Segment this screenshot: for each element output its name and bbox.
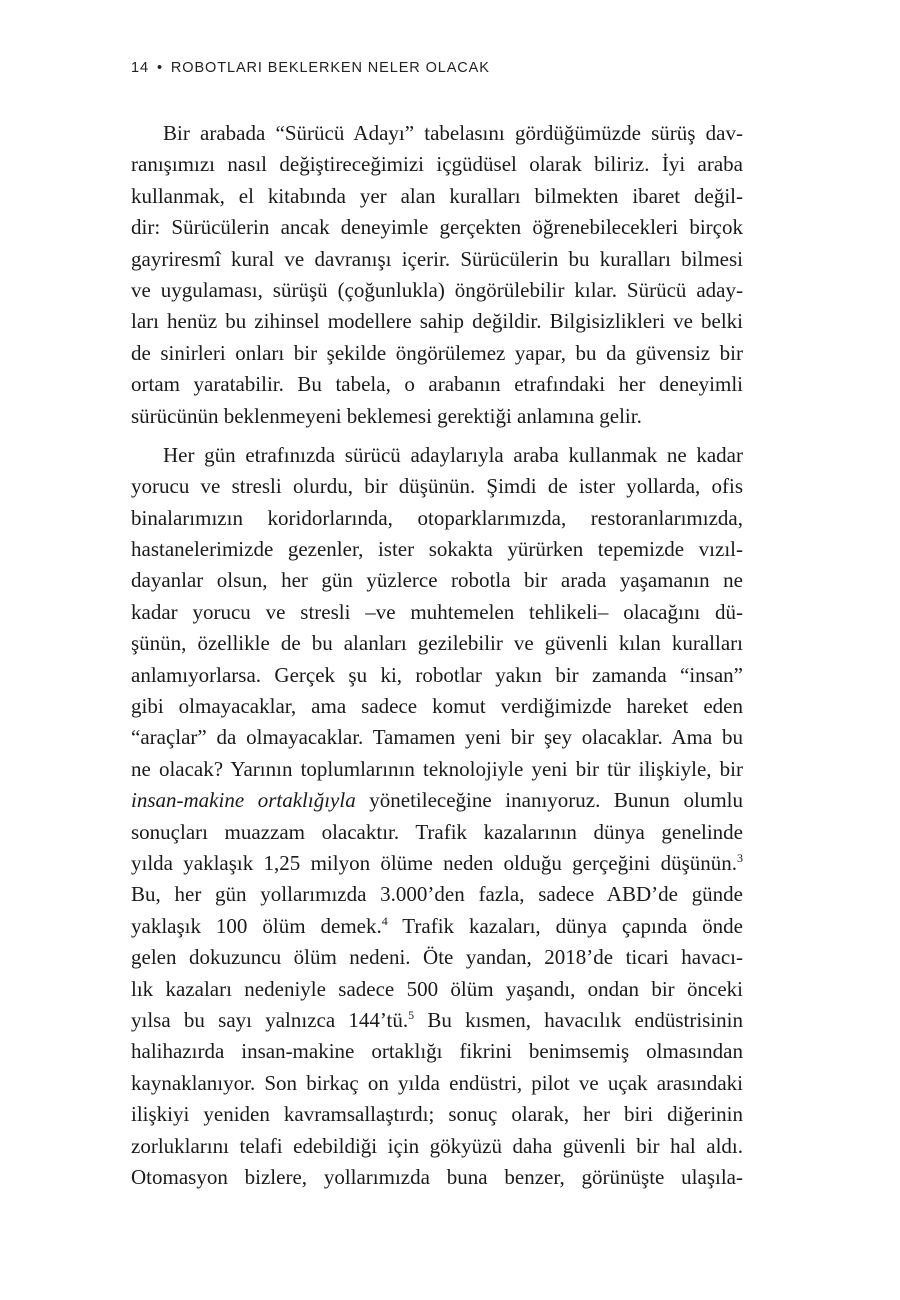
text-line: sürücünün beklenmeyeni beklemesi gerektiği anlamına gelir. xyxy=(131,403,642,428)
text-line: ilişkiyi yeniden kavramsallaştırdı; sonuç olarak, her biri diğerinin xyxy=(131,1102,743,1127)
text-line: dayanlar olsun, her gün yüzlerce robotla bir arada yaşamanın ne xyxy=(131,568,743,593)
text-line: binalarımızın koridorlarında, otoparklarımızda, restoranlarımızda, xyxy=(131,505,743,530)
text-line: Her gün etrafınızda sürücü adaylarıyla araba kullanmak ne kadar xyxy=(163,442,743,467)
text-line: yorucu ve stresli olurdu, bir düşünün. Şimdi de ister yollarda, ofis xyxy=(131,474,743,499)
text-line: ları henüz bu zihinsel modellere sahip değildir. Bilgisizlikleri ve belki xyxy=(131,309,743,334)
body-text xyxy=(131,118,743,1193)
text-line: de sinirleri onları bir şekilde öngörülemez yapar, bu da güvensiz bir xyxy=(131,340,743,365)
text-line: kullanmak, el kitabında yer alan kuralları bilmekten ibaret değil- xyxy=(131,183,743,208)
text-line: gibi olmayacaklar, ama sadece komut verdiğimizde hareket eden xyxy=(131,694,743,719)
text-line xyxy=(131,785,743,816)
line-rest: Trafik kazaları, dünya çapında önde xyxy=(387,913,743,938)
footnote-ref[interactable]: 4 xyxy=(381,913,388,928)
footnote-ref[interactable]: 3 xyxy=(737,850,743,865)
text-line: “araçlar” da olmayacaklar. Tamamen yeni bir şey olacaklar. Ama bu xyxy=(131,725,743,750)
text-line: kadar yorucu ve stresli –ve muhtemelen tehlikeli– olacağını dü- xyxy=(131,599,743,624)
text-line: anlamıyorlarsa. Gerçek şu ki, robotlar yakın bir zamanda “insan” xyxy=(131,662,743,687)
text-line: Bu, her gün yollarımızda 3.000’den fazla, sadece ABD’de günde xyxy=(131,882,743,907)
text-line: Otomasyon bizlere, yollarımızda buna benzer, görünüşte ulaşıla- xyxy=(131,1164,743,1189)
line-text: yılsa bu sayı yalnızca 144’tü. xyxy=(131,1007,409,1032)
text-line: zorluklarını telafi edebildiği için gökyüzü daha güvenli bir hal aldı. xyxy=(131,1133,743,1158)
text-line: Bir arabada “Sürücü Adayı” tabelasını gördüğümüzde sürüş dav- xyxy=(163,121,743,145)
italic-phrase: insan-makine ortaklığıyla xyxy=(131,788,356,813)
text-line xyxy=(131,848,743,879)
text-line: hastanelerimizde gezenler, ister sokakta yürürken tepemizde vızıl- xyxy=(131,537,743,562)
text-line: gelen dokuzuncu ölüm nedeni. Öte yandan, 2018’de ticari havacı- xyxy=(131,945,743,970)
book-title: ROBOTLARI BEKLERKEN NELER OLACAK xyxy=(170,60,490,76)
paragraph-2 xyxy=(131,440,743,1193)
text-line xyxy=(131,1005,743,1036)
text-line xyxy=(131,911,743,942)
text-line: gayriresmî kural ve davranışı içerir. Sürücülerin bu kuralları bilmesi xyxy=(131,246,743,271)
line-rest: yönetileceğine inanıyoruz. Bunun olumlu xyxy=(355,788,743,813)
text-line: sonuçları muazzam olacaktır. Trafik kazalarının dünya genelinde xyxy=(131,819,743,844)
text-line: ve uygulaması, sürüşü (çoğunlukla) öngörülebilir kılar. Sürücü aday- xyxy=(131,277,743,302)
text-line: ne olacak? Yarının toplumlarının teknolojiyle yeni bir tür ilişkiyle, bir xyxy=(131,756,743,781)
text-line: şünün, özellikle de bu alanları gezilebilir ve güvenli kılan kuralları xyxy=(131,631,743,656)
text-line: kaynaklanıyor. Son birkaç on yılda endüstri, pilot ve uçak arasındaki xyxy=(131,1070,743,1095)
line-text: yaklaşık 100 ölüm demek. xyxy=(131,913,382,938)
text-line: ranışımızı nasıl değiştireceğimizi içgüdüsel olarak biliriz. İyi araba xyxy=(131,152,743,177)
footnote-ref[interactable]: 5 xyxy=(408,1007,415,1022)
text-line: ortam yaratabilir. Bu tabela, o arabanın etrafındaki her deneyimli xyxy=(131,372,743,397)
page-number: 14 xyxy=(131,60,149,76)
line-text: yılda yaklaşık 1,25 milyon ölüme neden olduğu gerçeğini düşünün. xyxy=(131,850,737,875)
text-line: dir: Sürücülerin ancak deneyimle gerçekten öğrenebilecekleri birçok xyxy=(131,215,743,240)
text-line: lık kazaları nedeniyle sadece 500 ölüm yaşandı, ondan bir önceki xyxy=(131,976,743,1001)
header-separator: • xyxy=(156,60,163,76)
text-line: halihazırda insan-makine ortaklığı fikrini benimsemiş olmasından xyxy=(131,1039,743,1064)
paragraph-1 xyxy=(131,118,743,432)
line-rest: Bu kısmen, havacılık endüstrisinin xyxy=(414,1007,743,1032)
running-header xyxy=(131,60,490,76)
